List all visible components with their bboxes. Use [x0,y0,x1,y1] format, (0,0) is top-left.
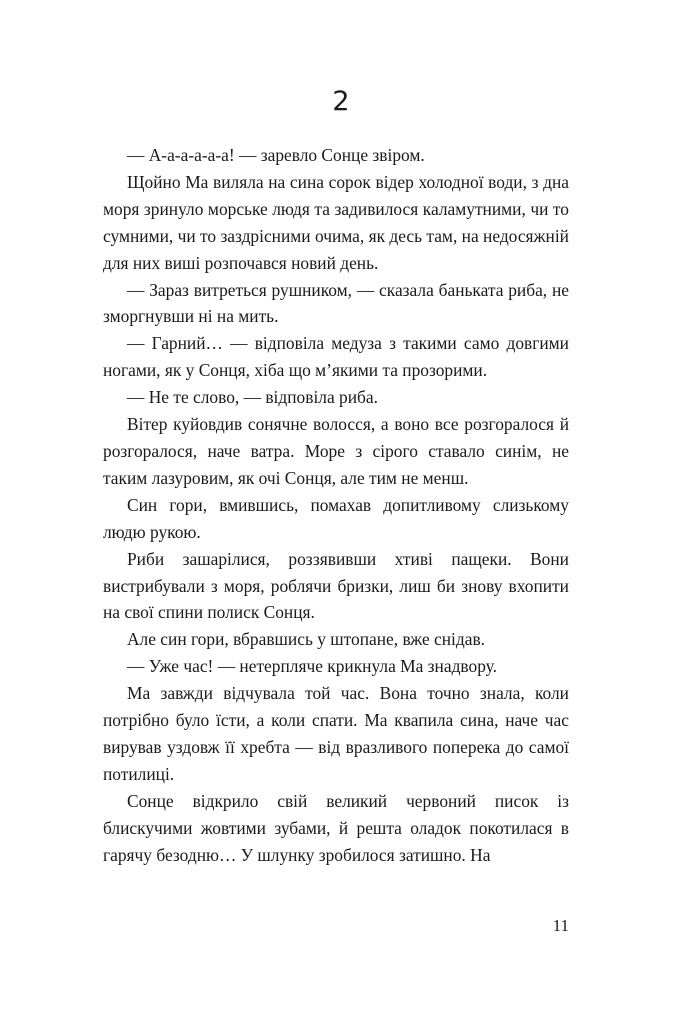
paragraph: Сонце відкрило свій великий червоний писок із блискучими жовтими зубами, й решта оладок покотилася в гарячу безодню… У шлунку зробилося затишно. На [103,790,569,865]
paragraph: Але син гори, вбравшись у штопане, вже снідав. [127,629,486,650]
paragraph: — Гарний… — відповіла медуза з такими само довгими ногами, як у Сонця, хіба що м’якими та прозорими. [103,333,569,381]
paragraph: Щойно Ма виляла на сина сорок відер холодної води, з дна моря зринуло морське людя та задивилося каламутними, чи то сумними, чи то заздрісними очима, як десь там, на недосяжній для них виші розпочався новий день. [103,171,569,273]
paragraph: — А-а-а-а-а-а! — заревло Сонце звіром. [127,145,425,165]
body-text [103,142,569,868]
page-number: 11 [552,916,569,935]
chapter-number: 2 [332,86,350,117]
paragraph: Син гори, вмившись, помахав допитливому слизькому людю рукою. [103,494,569,542]
paragraph: Риби зашарілися, роззявивши хтиві пащеки. Вони вистрибували з моря, роблячи бризки, лиш би знову вхопити на свої спини полиск Сонця. [103,548,569,623]
paragraph: Вітер куйовдив сонячне волосся, а воно все розгоралося й розгоралося, наче ватра. Море з сірого ставало синім, не таким лазуровим, як очі Сонця, але тим не менш. [103,414,569,488]
paragraph: — Уже час! — нетерпляче крикнула Ма знадвору. [127,656,497,677]
paragraph: — Зараз витреться рушником, — сказала баньката риба, не зморгнувши ні на мить. [103,279,569,327]
paragraph: — Не те слово, — відповіла риба. [127,387,378,408]
paragraph: Ма завжди відчувала той час. Вона точно знала, коли потрібно було їсти, а коли спати. Ма квапила сина, наче час вирував уздовж її хребта — від вразливого поперека до самої потилиці. [103,683,569,784]
